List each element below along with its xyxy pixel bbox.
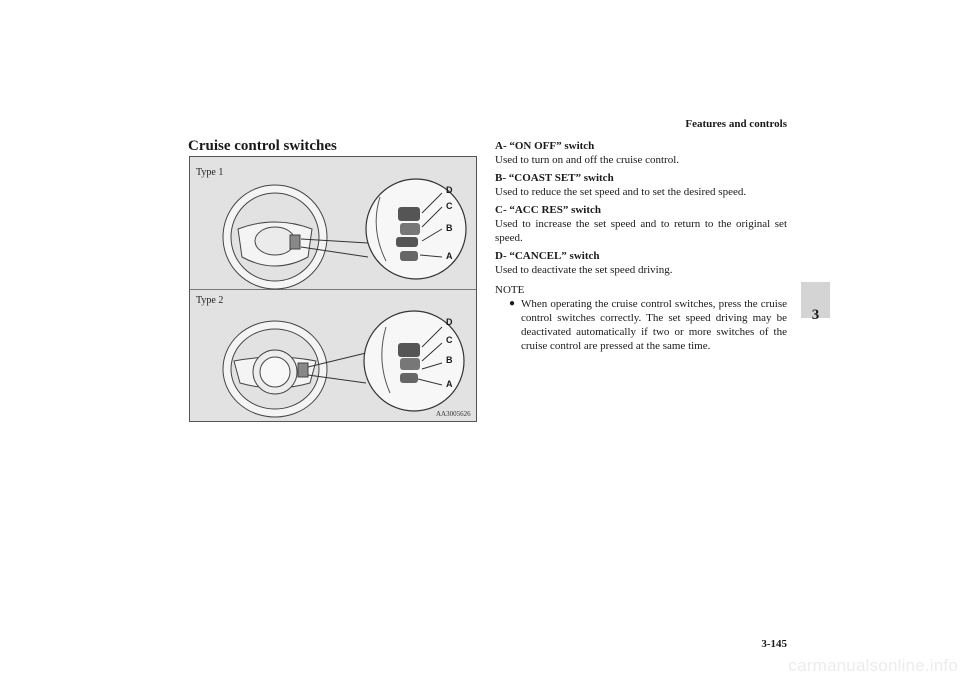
type2-label: Type 2 [196, 295, 224, 306]
note-text: When operating the cruise control switches, press the cruise control switches correctly. The set speed driving may be deactivated automatically if two or more switches of the cruise control are pressed at the same time. [521, 298, 787, 352]
type1-callout-a: A [446, 251, 453, 261]
note-label: NOTE [495, 284, 525, 296]
steering-wheel-illustration [190, 157, 476, 421]
figure-code: AA3005626 [436, 410, 471, 418]
page-number: 3-145 [761, 638, 787, 650]
item-heading: C- “ACC RES” switch [495, 204, 602, 216]
item-text: Used to increase the set speed and to return to the original set speed. [495, 218, 787, 244]
item-text: Used to reduce the set speed and to set the desired speed. [495, 186, 747, 198]
item-text: Used to turn on and off the cruise control. [495, 154, 680, 166]
footer-watermark: carmanualsonline.info [788, 656, 958, 675]
type2-callout-a: A [446, 379, 453, 389]
item-acc-res [495, 203, 787, 245]
item-heading: A- “ON OFF” switch [495, 140, 595, 152]
section-title: Cruise control switches [188, 138, 337, 154]
item-heading: B- “COAST SET” switch [495, 172, 614, 184]
item-cancel [495, 249, 787, 277]
type1-callout-b: B [446, 223, 453, 233]
chapter-tab-number: 3 [811, 307, 820, 323]
item-on-off [495, 139, 787, 167]
item-text: Used to deactivate the set speed driving. [495, 264, 673, 276]
type2-callout-b: B [446, 355, 453, 365]
item-coast-set [495, 171, 787, 199]
type2-callout-d: D [446, 317, 453, 327]
type2-steering-wheel [223, 321, 327, 417]
bullet-icon: ● [508, 298, 516, 309]
type1-label: Type 1 [196, 167, 224, 178]
type1-callout-d: D [446, 185, 453, 195]
note-item [495, 297, 787, 353]
cruise-switch-figure [189, 156, 477, 422]
type2-callout-c: C [446, 335, 453, 345]
switch-descriptions [495, 139, 787, 353]
type1-callout-c: C [446, 201, 453, 211]
item-heading: D- “CANCEL” switch [495, 250, 600, 262]
type1-steering-wheel [223, 185, 327, 289]
running-header: Features and controls [685, 118, 787, 130]
